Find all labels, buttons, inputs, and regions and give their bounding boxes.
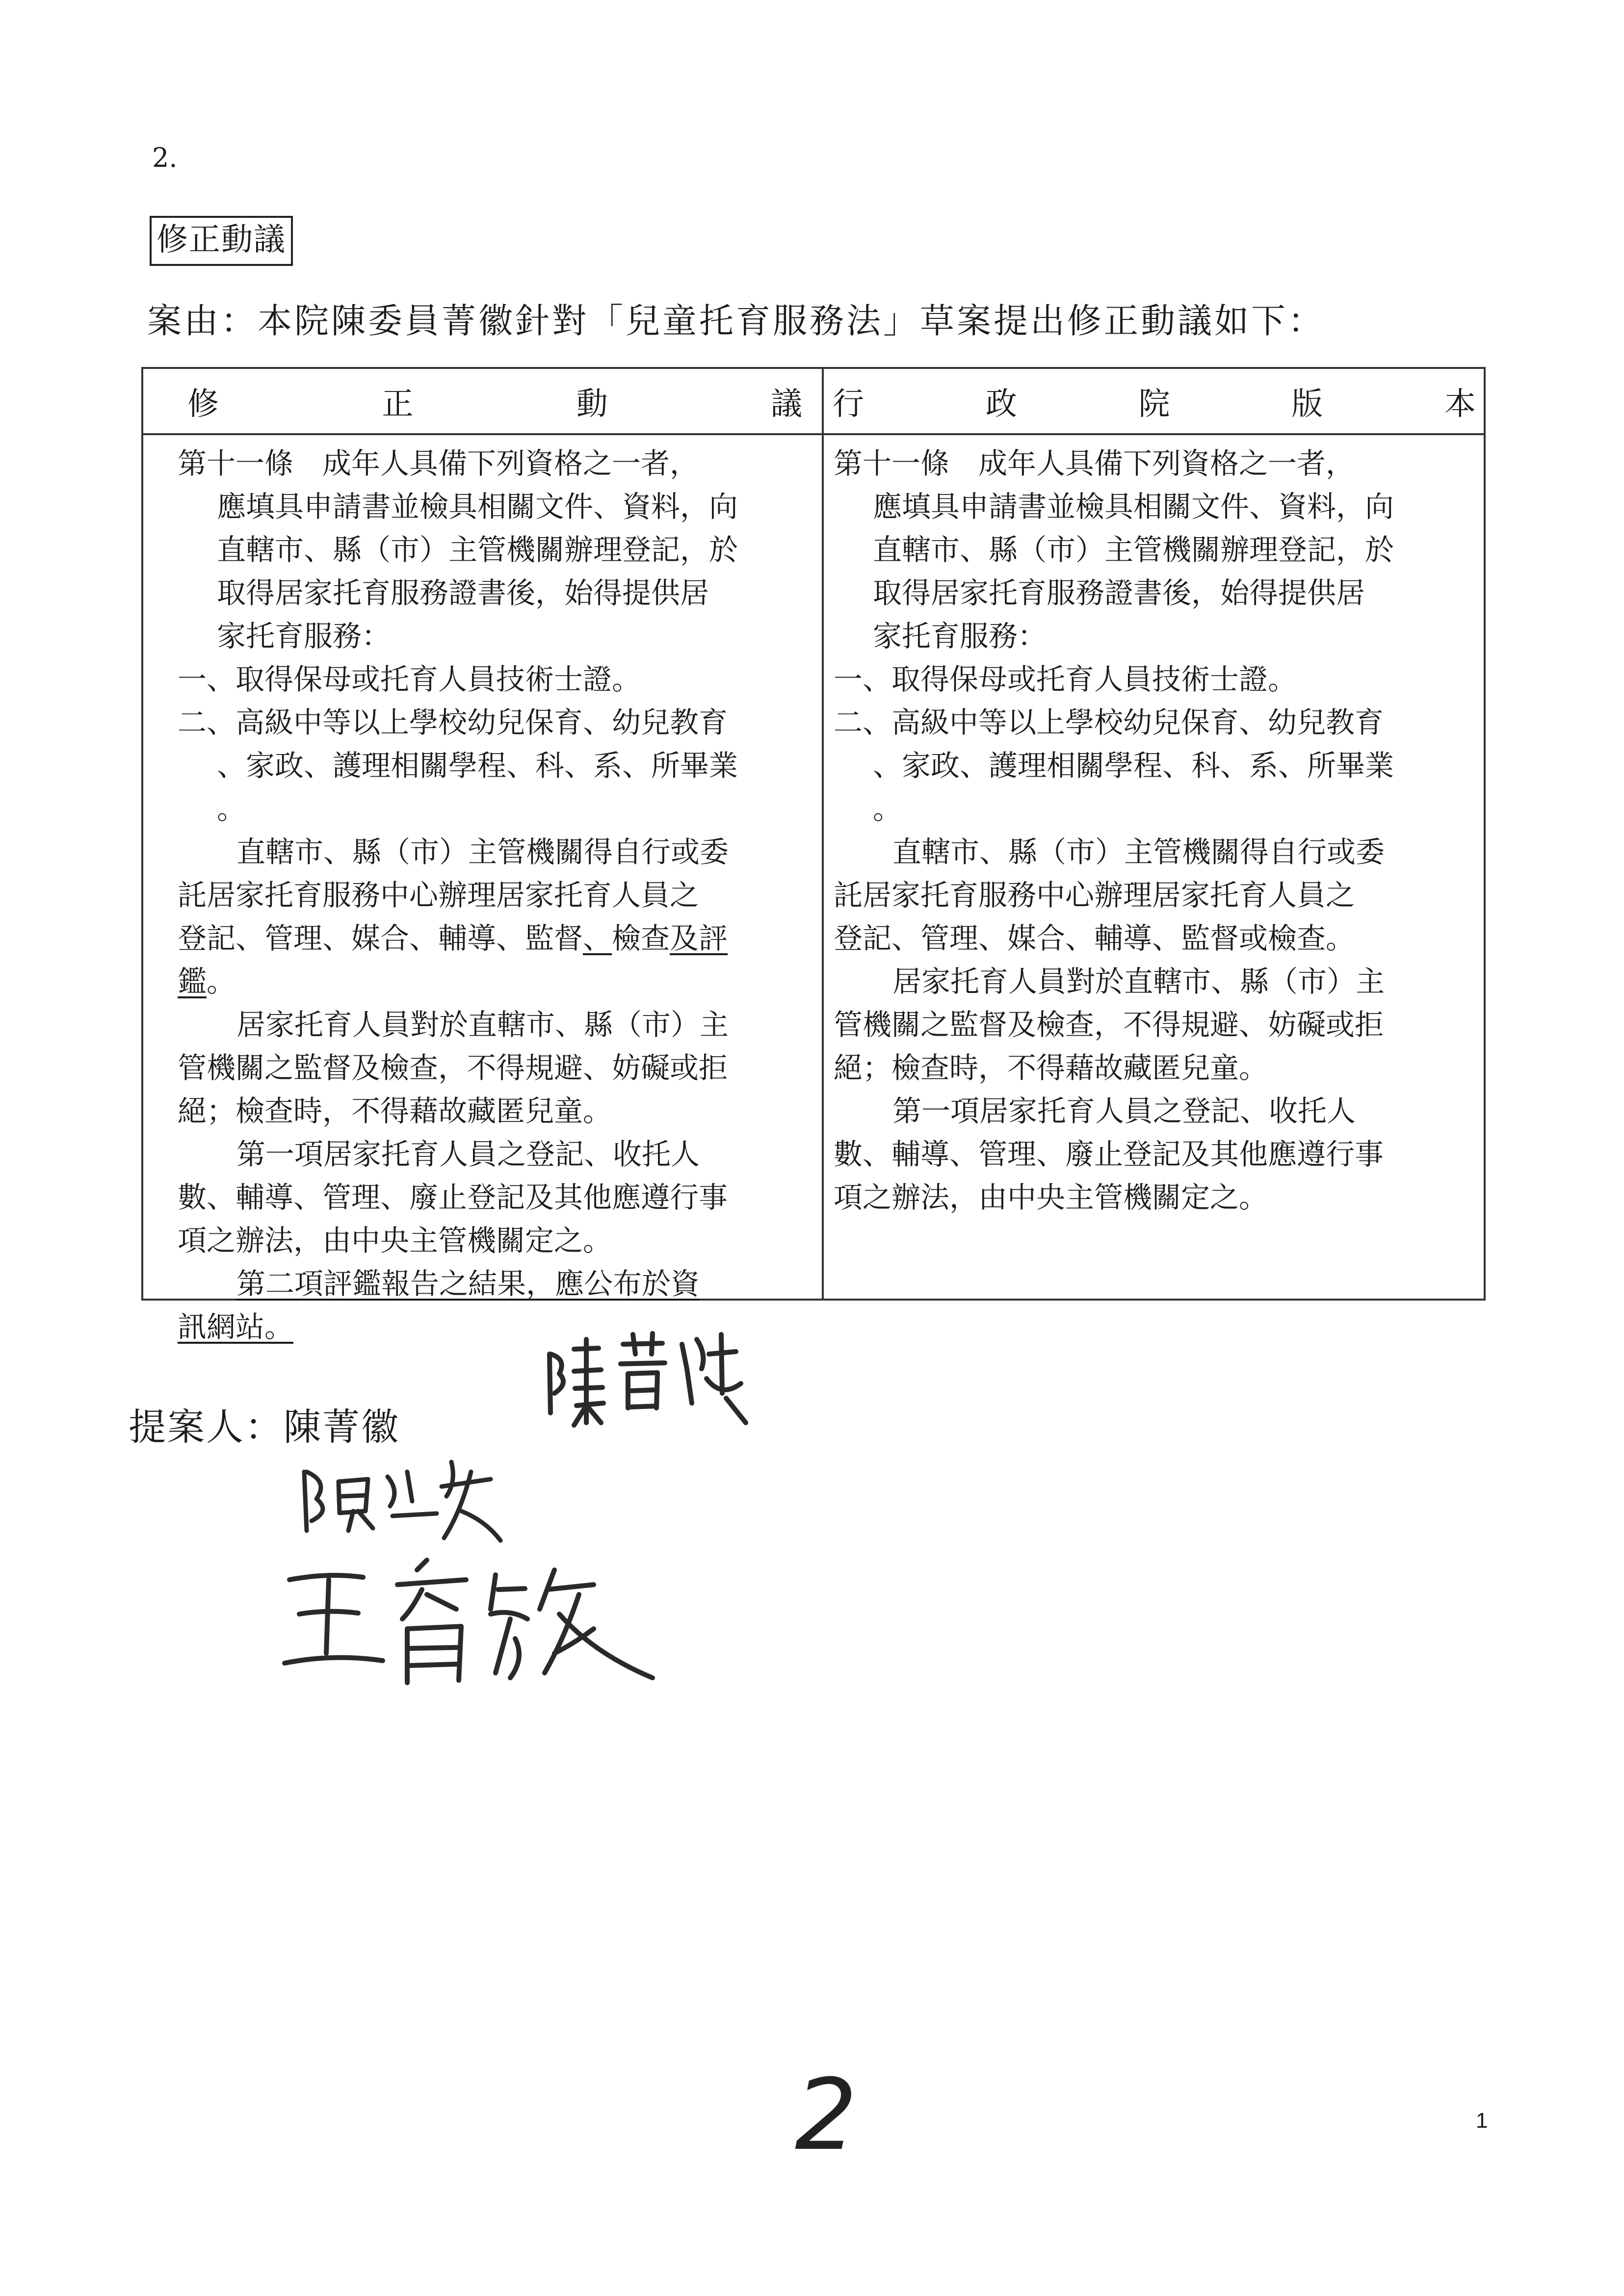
signature-chen-jing-hui <box>540 1325 751 1437</box>
text-line: 管機關之監督及檢查，不得規避、妨礙或拒 <box>178 1051 728 1085</box>
text-line: 項之辦法，由中央主管機關定之。 <box>178 1224 612 1257</box>
handwritten-page-number: 2 <box>795 2058 858 2172</box>
header-amendment <box>143 369 824 435</box>
text-segment: 登記、管理、媒合、輔導、監督 <box>178 921 583 955</box>
text-line: 。 <box>217 792 246 826</box>
text-line: 第一項居家托育人員之登記、收托人 <box>236 1137 700 1171</box>
text-line: 取得居家托育服務證書後，始得提供居 <box>873 576 1365 610</box>
text-line: 家托育服務： <box>873 619 1047 653</box>
text-line: 應填具申請書並檢具相關文件、資料，向 <box>217 490 738 523</box>
proposer-line: 提案人：陳菁徽 <box>129 1405 400 1449</box>
text-line: 居家托育人員對於直轄市、縣（市）主 <box>892 965 1385 998</box>
inserted-text: 鑑 <box>178 965 207 998</box>
subject-line: 案由：本院陳委員菁徽針對「兒童托育服務法」草案提出修正動議如下： <box>147 301 1325 341</box>
text-line: 託居家托育服務中心辦理居家托育人員之 <box>178 878 699 912</box>
comparison-table <box>141 367 1486 1344</box>
text-line: 直轄市、縣（市）主管機關得自行或委 <box>236 835 729 869</box>
text-line: 直轄市、縣（市）主管機關辦理登記，於 <box>217 533 738 567</box>
text-line: 數、輔導、管理、廢止登記及其他應遵行事 <box>178 1180 728 1214</box>
text-line: 。 <box>873 792 902 826</box>
text-line: 居家托育人員對於直轄市、縣（市）主 <box>236 1008 729 1042</box>
inserted-line: 第二項評鑑報告之結果，應公布於資 <box>236 1267 700 1301</box>
text-line: 第一項居家托育人員之登記、收托人 <box>892 1094 1356 1128</box>
header-char: 修 <box>187 386 219 422</box>
header-char: 本 <box>1444 386 1476 422</box>
header-char: 動 <box>576 386 608 422</box>
text-line: 一、取得保母或托育人員技術士證。 <box>178 662 641 696</box>
text-line <box>178 964 236 999</box>
text-line: 家托育服務： <box>217 619 391 653</box>
text-line: 絕；檢查時，不得藉故藏匿兒童。 <box>834 1051 1268 1085</box>
page-number: 1 <box>1476 2109 1488 2133</box>
inserted-line: 訊網站。 <box>178 1310 294 1344</box>
header-char: 正 <box>382 386 414 422</box>
amendment-column <box>143 435 824 1344</box>
text-line: 管機關之監督及檢查，不得規避、妨礙或拒 <box>834 1008 1384 1042</box>
header-char: 版 <box>1291 386 1323 422</box>
text-line: 二、高級中等以上學校幼兒保育、幼兒教育 <box>178 705 728 739</box>
text-line: 數、輔導、管理、廢止登記及其他應遵行事 <box>834 1137 1384 1171</box>
text-line: 一、取得保母或托育人員技術士證。 <box>834 662 1297 696</box>
text-line: 第十一條 成年人具備下列資格之一者， <box>834 446 1355 480</box>
text-line: 二、高級中等以上學校幼兒保育、幼兒教育 <box>834 705 1384 739</box>
text-line: 第十一條 成年人具備下列資格之一者， <box>178 446 699 480</box>
text-line: 直轄市、縣（市）主管機關辦理登記，於 <box>873 533 1394 567</box>
text-line <box>178 921 728 956</box>
text-line: 應填具申請書並檢具相關文件、資料，向 <box>873 490 1394 523</box>
text-segment: 。 <box>207 965 236 998</box>
header-char: 議 <box>770 386 802 422</box>
signature-wang-yu-min <box>280 1555 702 1693</box>
text-line: 項之辦法，由中央主管機關定之。 <box>834 1180 1268 1214</box>
text-line: 登記、管理、媒合、輔導、監督或檢查。 <box>834 921 1355 955</box>
text-segment: 檢查 <box>612 921 670 955</box>
item-number: 2. <box>152 142 178 173</box>
motion-label: 修正動議 <box>150 216 293 266</box>
text-line: 直轄市、縣（市）主管機關得自行或委 <box>892 835 1385 869</box>
header-char: 院 <box>1138 386 1170 422</box>
text-line: 、家政、護理相關學程、科、系、所畢業 <box>217 749 738 783</box>
executive-version-column <box>824 435 1486 1299</box>
header-char: 政 <box>985 386 1017 422</box>
inserted-text: 、 <box>583 921 612 955</box>
inserted-text: 及評 <box>670 921 728 955</box>
text-line: 、家政、護理相關學程、科、系、所畢業 <box>873 749 1394 783</box>
header-char: 行 <box>833 386 864 422</box>
header-executive-version <box>824 369 1486 435</box>
text-line: 取得居家托育服務證書後，始得提供居 <box>217 576 709 610</box>
text-line: 託居家托育服務中心辦理居家托育人員之 <box>834 878 1355 912</box>
text-line: 絕；檢查時，不得藉故藏匿兒童。 <box>178 1094 612 1128</box>
signature-chen-zhao-zi <box>294 1452 515 1550</box>
